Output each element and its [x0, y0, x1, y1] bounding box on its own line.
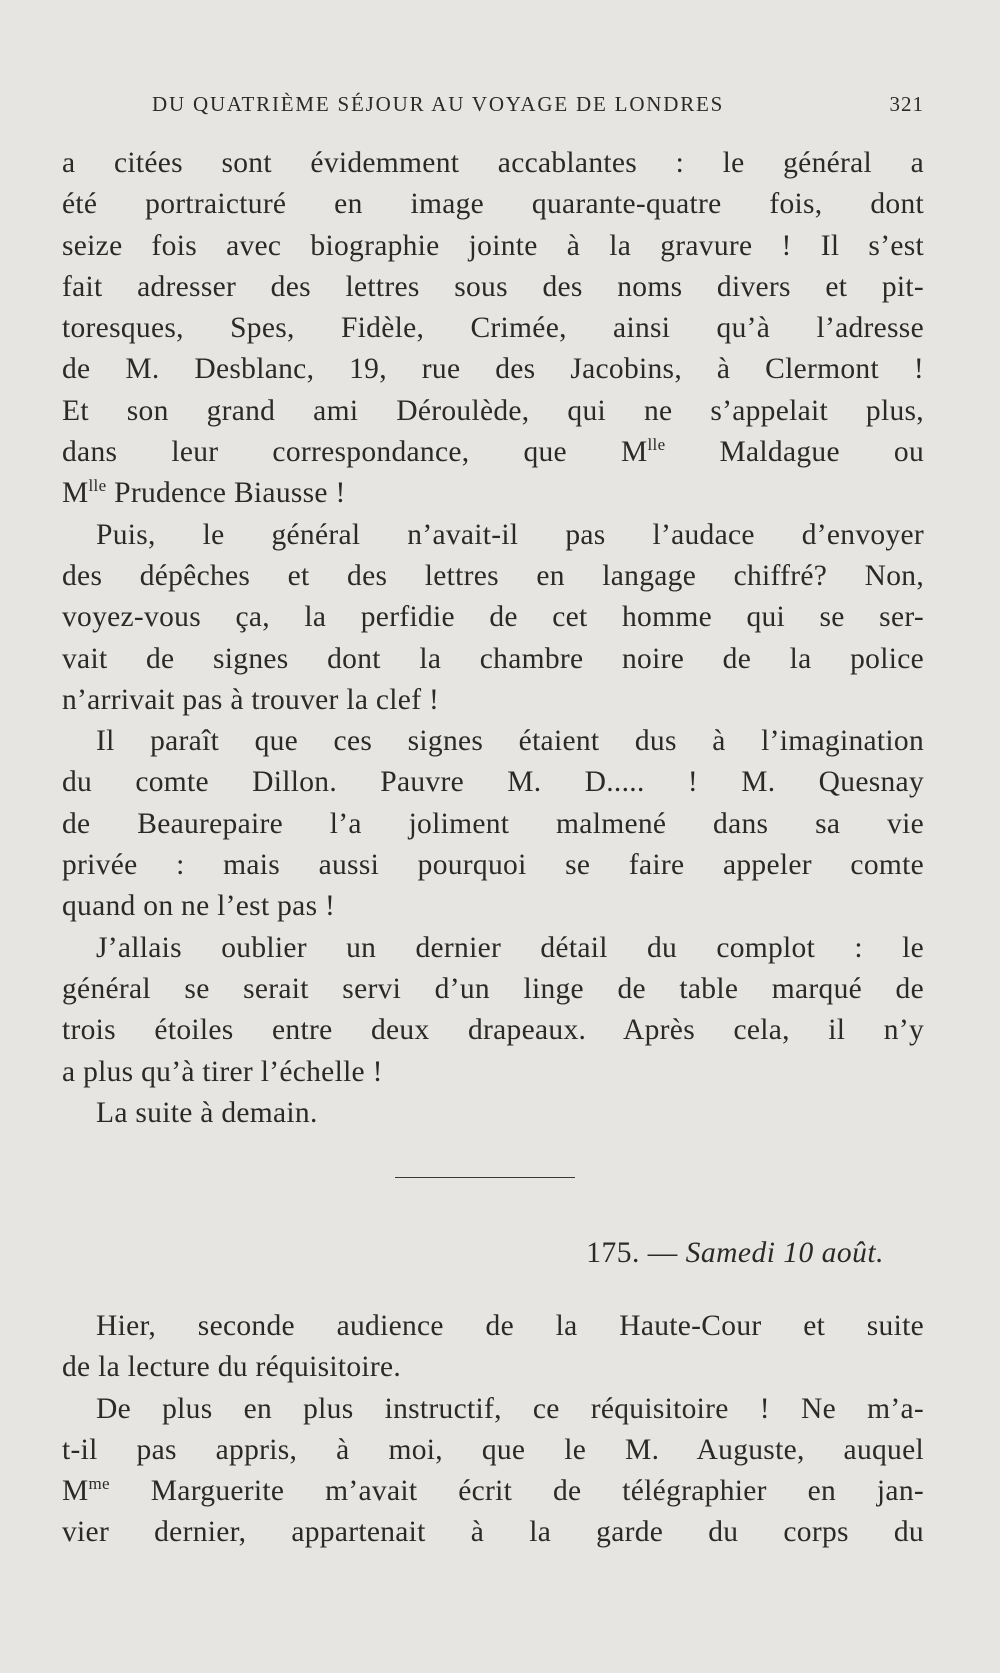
text-run: M	[62, 1475, 89, 1508]
text-run: Marguerite m’avait écrit de télégraphier en jan-	[109, 1475, 924, 1508]
text-line: De plus en plus instructif, ce réquisitoire ! Ne m’a-	[96, 1392, 924, 1425]
text-line: n’arrivait pas à trouver la clef !	[62, 683, 440, 716]
text-line: des dépêches et des lettres en langage chiffré? Non,	[62, 559, 924, 592]
text-line	[62, 473, 924, 514]
text-line: vier dernier, appartenait à la garde du corps du	[62, 1516, 924, 1549]
text-line: Puis, le général n’avait-il pas l’audace d’envoyer	[96, 518, 924, 551]
page-number: 321	[889, 92, 924, 116]
body-text	[62, 143, 924, 1134]
text-line: Hier, seconde audience de la Haute-Cour et suite	[96, 1310, 924, 1342]
section-divider	[395, 1177, 575, 1178]
text-line: privée : mais aussi pourquoi se faire appeler comte	[62, 849, 924, 882]
entry-heading	[62, 1237, 884, 1281]
text-line: fait adresser des lettres sous des noms divers et pit-	[62, 270, 924, 303]
text-line: de la lecture du réquisitoire.	[62, 1351, 402, 1384]
running-header	[62, 92, 924, 126]
text-line: La suite à demain.	[96, 1096, 318, 1129]
text-line: général se serait servi d’un linge de table marqué de	[62, 972, 924, 1005]
text-line	[62, 1471, 924, 1512]
text-run: Maldague ou	[665, 436, 924, 469]
text-run: Prudence Biausse !	[106, 477, 346, 510]
text-line: seize fois avec biographie jointe à la gravure ! Il s’est	[62, 229, 924, 262]
running-title: DU QUATRIÈME SÉJOUR AU VOYAGE DE LONDRES	[152, 92, 725, 116]
text-line: du comte Dillon. Pauvre M. D..... ! M. Quesnay	[62, 766, 924, 799]
text-line: de M. Desblanc, 19, rue des Jacobins, à Clermont !	[62, 353, 924, 386]
text-line: vait de signes dont la chambre noire de la police	[62, 642, 924, 675]
body-text-continued	[62, 1306, 924, 1554]
text-line: t-il pas appris, à moi, que le M. Auguste, auquel	[62, 1433, 924, 1466]
entry-number: 175. —	[586, 1237, 686, 1269]
text-line: voyez-vous ça, la perfidie de cet homme qui se ser-	[62, 601, 924, 634]
text-line: été portraicturé en image quarante-quatre fois, dont	[62, 188, 924, 221]
text-run: dans leur correspondance, que M	[62, 436, 648, 469]
superscript: lle	[647, 435, 666, 455]
text-line	[62, 432, 924, 473]
text-run: M	[62, 477, 89, 510]
text-line: toresques, Spes, Fidèle, Crimée, ainsi qu’à l’adresse	[62, 312, 924, 345]
superscript: me	[88, 1474, 110, 1494]
text-line: Et son grand ami Déroulède, qui ne s’appelait plus,	[62, 394, 924, 427]
text-line: trois étoiles entre deux drapeaux. Après cela, il n’y	[62, 1014, 924, 1047]
superscript: lle	[88, 476, 107, 496]
text-line: a plus qu’à tirer l’échelle !	[62, 1055, 383, 1088]
text-line: J’allais oublier un dernier détail du complot : le	[96, 931, 924, 964]
text-line: quand on ne l’est pas !	[62, 890, 336, 923]
text-line: a citées sont évidemment accablantes : le général a	[62, 147, 924, 179]
text-line: Il paraît que ces signes étaient dus à l’imagination	[96, 725, 924, 758]
text-line: de Beaurepaire l’a joliment malmené dans sa vie	[62, 807, 924, 840]
entry-date: Samedi 10 août.	[685, 1237, 884, 1269]
